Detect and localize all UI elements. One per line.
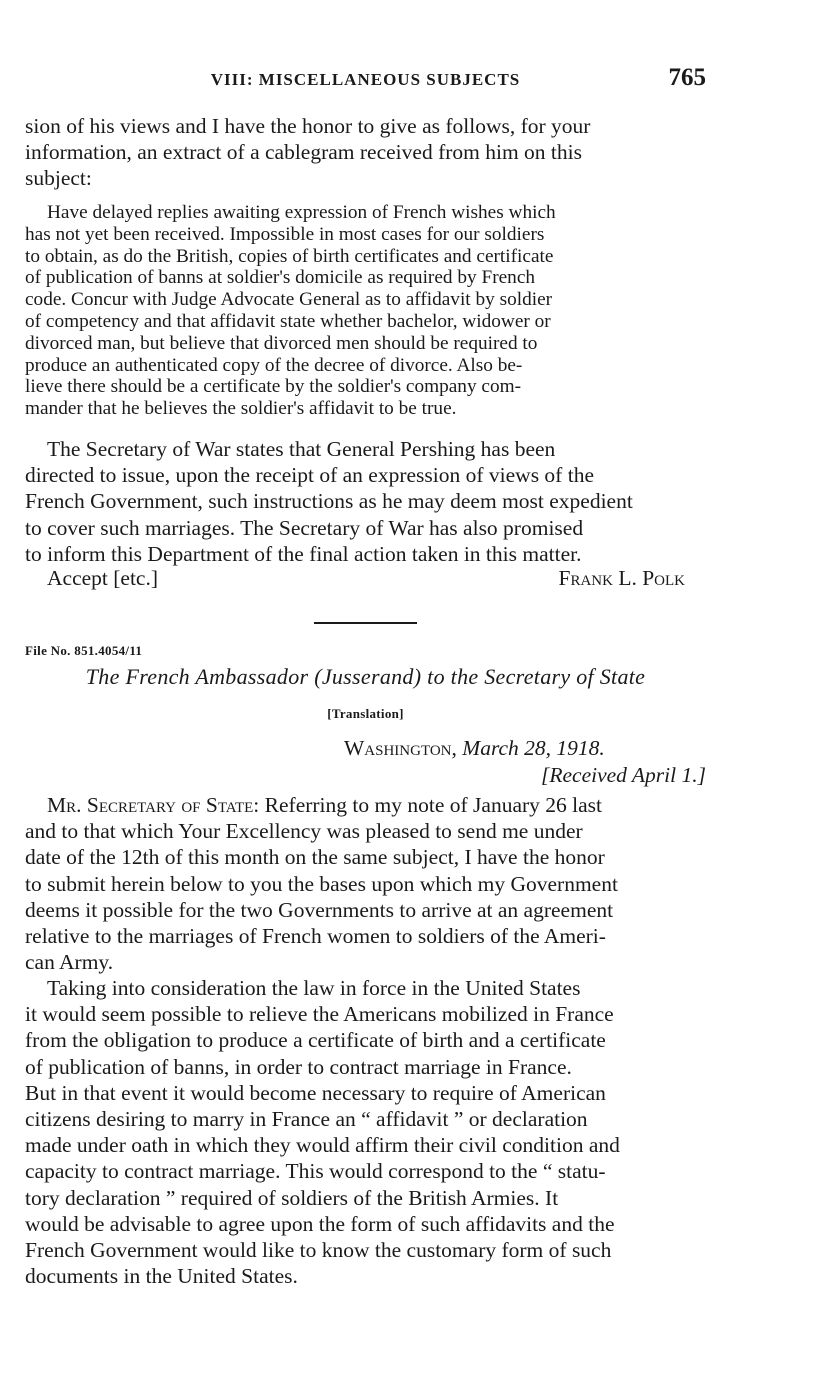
received-note: [Received April 1.] bbox=[541, 763, 706, 787]
dateline-date: March 28, 1918. bbox=[462, 736, 605, 760]
closing-signer: Frank L. Polk bbox=[558, 566, 685, 590]
dateline bbox=[344, 735, 605, 761]
paragraph-intro: sion of his views and I have the honor to give as follows, for your information, an extract of a cablegram received from him on this subject: bbox=[25, 114, 591, 191]
section-divider bbox=[314, 622, 417, 624]
paragraph-taking-into-consideration: Taking into consideration the law in force in the United States it would seem possible to relieve the Americans mobilized in France from the obligation to produce a certificate of birth and a certificate of publication of banns, in order to contract marriage in France. But in that event it would become necessary to require of American citizens desiring to marry in France an “ affidavit ” or declaration made under oath in which they would affirm their civil condition and capacity to contract marriage. This would correspond to the “ statu- tory declaration ” required of soldiers of the British Armies. It would be advisable to agree upon the form of such affidavits and the French Government would like to know the customary form of such documents in the United States. bbox=[25, 976, 620, 1289]
salutation: Mr. Secretary of State: bbox=[47, 793, 260, 817]
page-header bbox=[25, 66, 706, 96]
running-head: VIII: MISCELLANEOUS SUBJECTS bbox=[210, 70, 521, 89]
paragraph-referring bbox=[25, 792, 706, 975]
cablegram-quote: Have delayed replies awaiting expression of French wishes which has not yet been received. Impossible in most cases for our soldiers to obtain, as do the British, copies of birth certificates and certificate of publication of banns at soldier's domicile as required by French code. Concur with Judge Advocate General as to affidavit by soldier of competency and that affidavit state whether bachelor, widower or divorced man, but believe that divorced men should be required to produce an authenticated copy of the decree of divorce. Also be- lieve there should be a certificate by the soldier's company com- mander that he believes the soldier's affidavit to be true. bbox=[25, 202, 556, 420]
file-number: File No. 851.4054/11 bbox=[25, 643, 143, 658]
translation-note: [Translation] bbox=[327, 706, 404, 721]
paragraph-referring-text: Referring to my note of January 26 last and to that which Your Excellency was pleased to send me under date of the 12th of this month on the same subject, I have the honor to submit herein below to you the bases upon which my Government deems it possible for the two Governments to arrive at an agreement relative to the marriages of French women to soldiers of the Ameri- can Army. bbox=[25, 793, 618, 975]
closing-accept: Accept [etc.] bbox=[47, 566, 159, 590]
document-title: The French Ambassador (Jusserand) to the Secretary of State bbox=[85, 664, 646, 689]
dateline-place: Washington, bbox=[344, 736, 457, 760]
paragraph-secretary-of-war: The Secretary of War states that General Pershing has been directed to issue, upon the receipt of an expression of views of the French Government, such instructions as he may deem most expedient to cover such marriages. The Secretary of War has also promised to inform this Department of the final action taken in this matter. bbox=[25, 437, 633, 566]
page-number: 765 bbox=[668, 64, 706, 91]
